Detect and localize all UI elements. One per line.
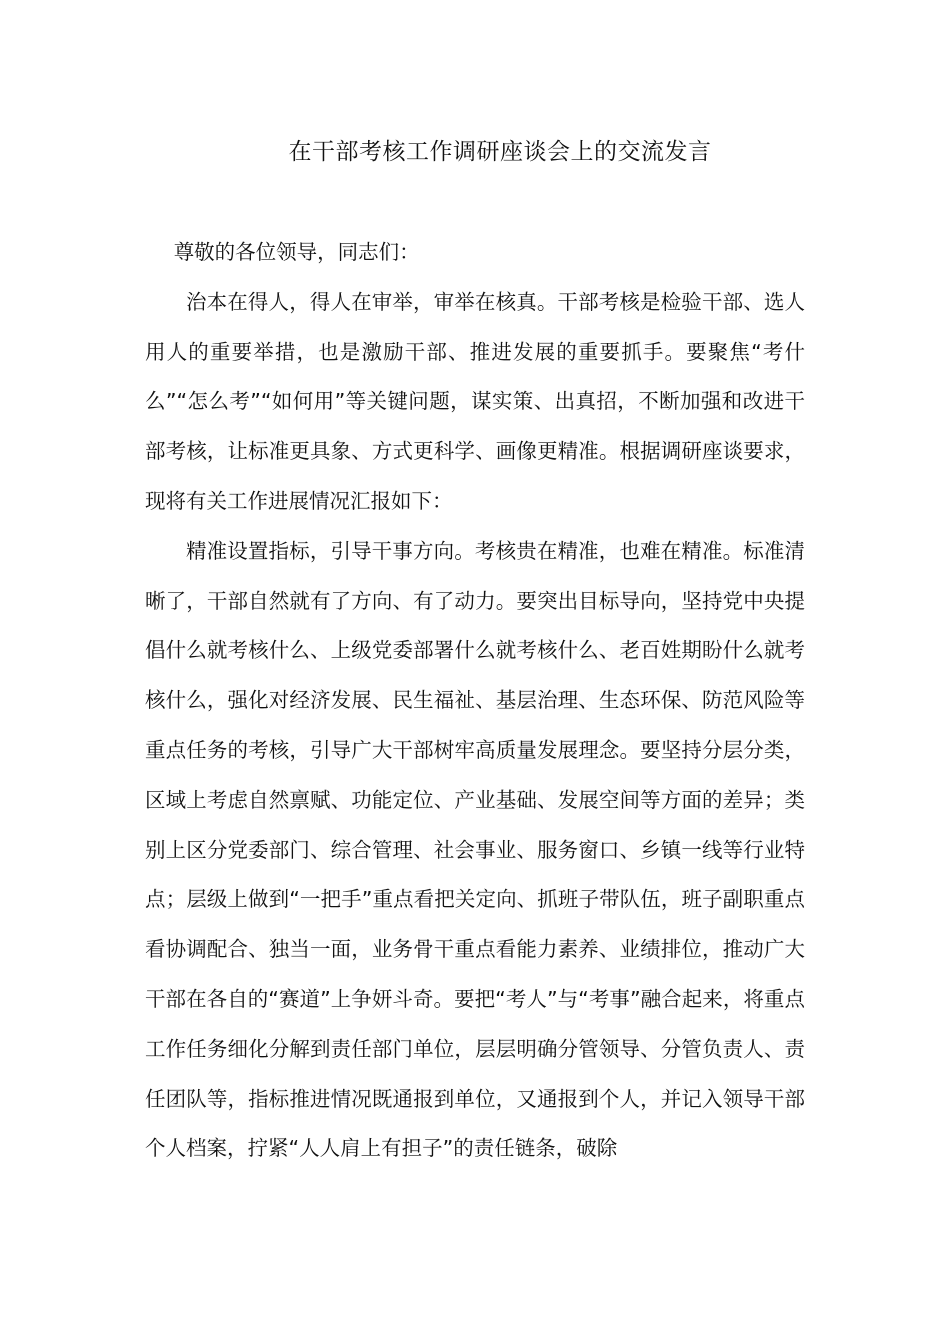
indicator-paragraph: 精准设置指标，引导干事方向。考核贵在精准，也难在精准。标准清晰了，干部自然就有了方向、有了动力。要突出目标导向，坚持党中央提倡什么就考核什么、上级党委部署什么就考核什么、老百姓期盼什么就考核什么，强化对经济发展、民生福祉、基层治理、生态环保、防范风险等重点任务的考核，引导广大干部树牢高质量发展理念。要坚持分层分类，区域上考虑自然禀赋、功能定位、产业基础、发展空间等方面的差异；类别上区分党委部门、综合管理、社会事业、服务窗口、乡镇一线等行业特点；层级上做到“一把手”重点看把关定向、抓班子带队伍，班子副职重点看协调配合、独当一面，业务骨干重点看能力素养、业绩排位，推动广大干部在各自的“赛道”上争妍斗奇。要把“考人”与“考事”融合起来，将重点工作任务细化分解到责任部门单位，层层明确分管领导、分管负责人、责任团队等，指标推进情况既通报到单位，又通报到个人，并记入领导干部个人档案，拧紧“人人肩上有担子”的责任链条，破除 — [145, 538, 805, 1161]
salutation-paragraph: 尊敬的各位领导，同志们： — [173, 240, 420, 264]
document-title: 在干部考核工作调研座谈会上的交流发言 — [288, 139, 712, 165]
intro-paragraph: 治本在得人，得人在审举，审举在核真。干部考核是检验干部、选人用人的重要举措，也是激励干部、推进发展的重要抓手。要聚焦“考什么”“怎么考”“如何用”等关键问题，谋实策、出真招，不断加强和改进干部考核，让标准更具象、方式更科学、画像更精准。根据调研座谈要求，现将有关工作进展情况汇报如下： — [145, 289, 805, 513]
document-body — [145, 228, 805, 1174]
